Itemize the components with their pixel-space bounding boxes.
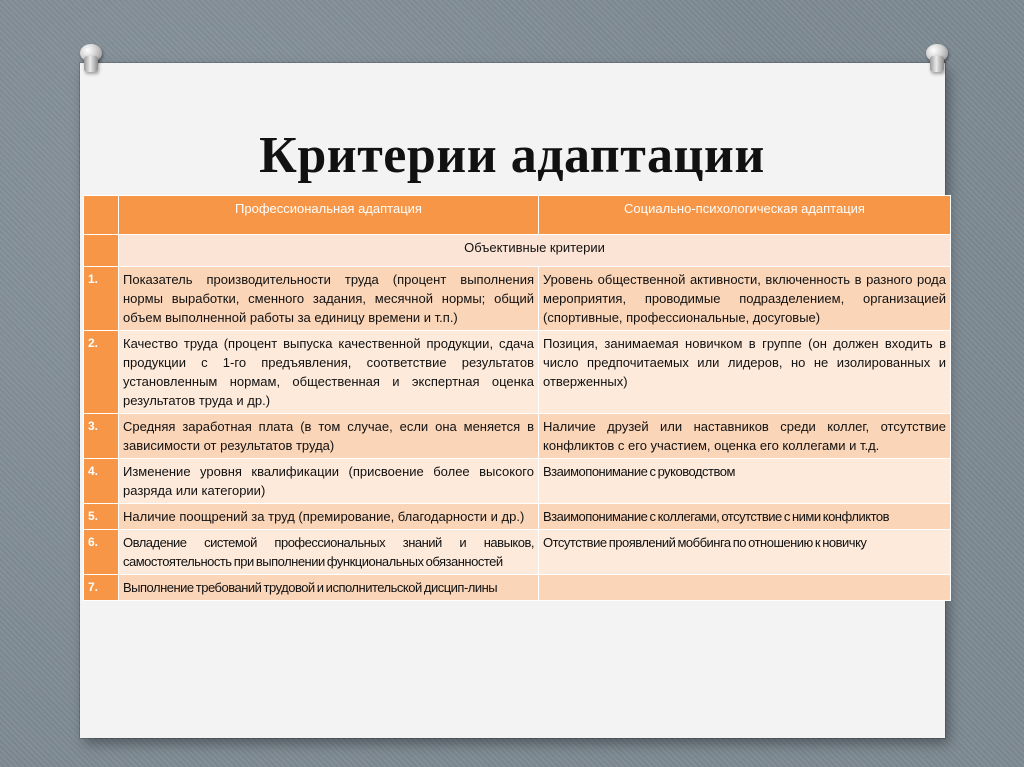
professional-criterion: Наличие поощрений за труд (премирование, благодарности и др.) xyxy=(119,504,539,530)
subheader-row xyxy=(84,235,951,267)
row-number: 1. xyxy=(84,267,119,331)
header-social: Социально-психологическая адаптация xyxy=(539,196,951,235)
table-row xyxy=(84,575,951,601)
social-criterion xyxy=(539,575,951,601)
social-criterion: Взаимопонимание с коллегами, отсутствие с ними конфликтов xyxy=(539,504,951,530)
row-number: 3. xyxy=(84,414,119,459)
social-criterion: Взаимопонимание с руководством xyxy=(539,459,951,504)
table-row xyxy=(84,267,951,331)
subheader-number-cell xyxy=(84,235,119,267)
table-row xyxy=(84,414,951,459)
row-number: 6. xyxy=(84,530,119,575)
subheader-objective-criteria: Объективные критерии xyxy=(119,235,951,267)
header-professional: Профессиональная адаптация xyxy=(119,196,539,235)
professional-criterion: Показатель производительности труда (процент выполнения нормы выработки, сменного задания, месячной нормы; общий объем выполненной работы за единицу времени и т.п.) xyxy=(119,267,539,331)
row-number: 5. xyxy=(84,504,119,530)
row-number: 4. xyxy=(84,459,119,504)
professional-criterion: Средняя заработная плата (в том случае, если она меняется в зависимости от результатов труда) xyxy=(119,414,539,459)
professional-criterion: Выполнение требований трудовой и исполнительской дисцип-лины xyxy=(119,575,539,601)
slide-title: Критерии адаптации xyxy=(259,127,765,184)
social-criterion: Уровень общественной активности, включенность в разного рода мероприятия, проводимые подразделением, организацией (спортивные, профессиональные, досуговые) xyxy=(539,267,951,331)
row-number: 7. xyxy=(84,575,119,601)
criteria-table xyxy=(83,195,951,601)
social-criterion: Позиция, занимаемая новичком в группе (он должен входить в число предпочитаемых или лидеров, но не изолированных и отверженных) xyxy=(539,331,951,414)
table-header-row xyxy=(84,196,951,235)
header-number-cell xyxy=(84,196,119,235)
social-criterion: Отсутствие проявлений моббинга по отношению к новичку xyxy=(539,530,951,575)
professional-criterion: Овладение системой профессиональных знаний и навыков, самостоятельность при выполнении функциональных обязанностей xyxy=(119,530,539,575)
pushpin-right-icon xyxy=(924,44,950,74)
professional-criterion: Изменение уровня квалификации (присвоение более высокого разряда или категории) xyxy=(119,459,539,504)
table-row xyxy=(84,504,951,530)
pushpin-left-icon xyxy=(78,44,104,74)
row-number: 2. xyxy=(84,331,119,414)
social-criterion: Наличие друзей или наставников среди коллег, отсутствие конфликтов с его участием, оценка его коллегами и т.д. xyxy=(539,414,951,459)
table-row xyxy=(84,530,951,575)
table-row xyxy=(84,459,951,504)
professional-criterion: Качество труда (процент выпуска качественной продукции, сдача продукции с 1-го предъявления, соответствие результатов установленным нормам, общественная и экспертная оценка результатов труда и др.) xyxy=(119,331,539,414)
table-row xyxy=(84,331,951,414)
